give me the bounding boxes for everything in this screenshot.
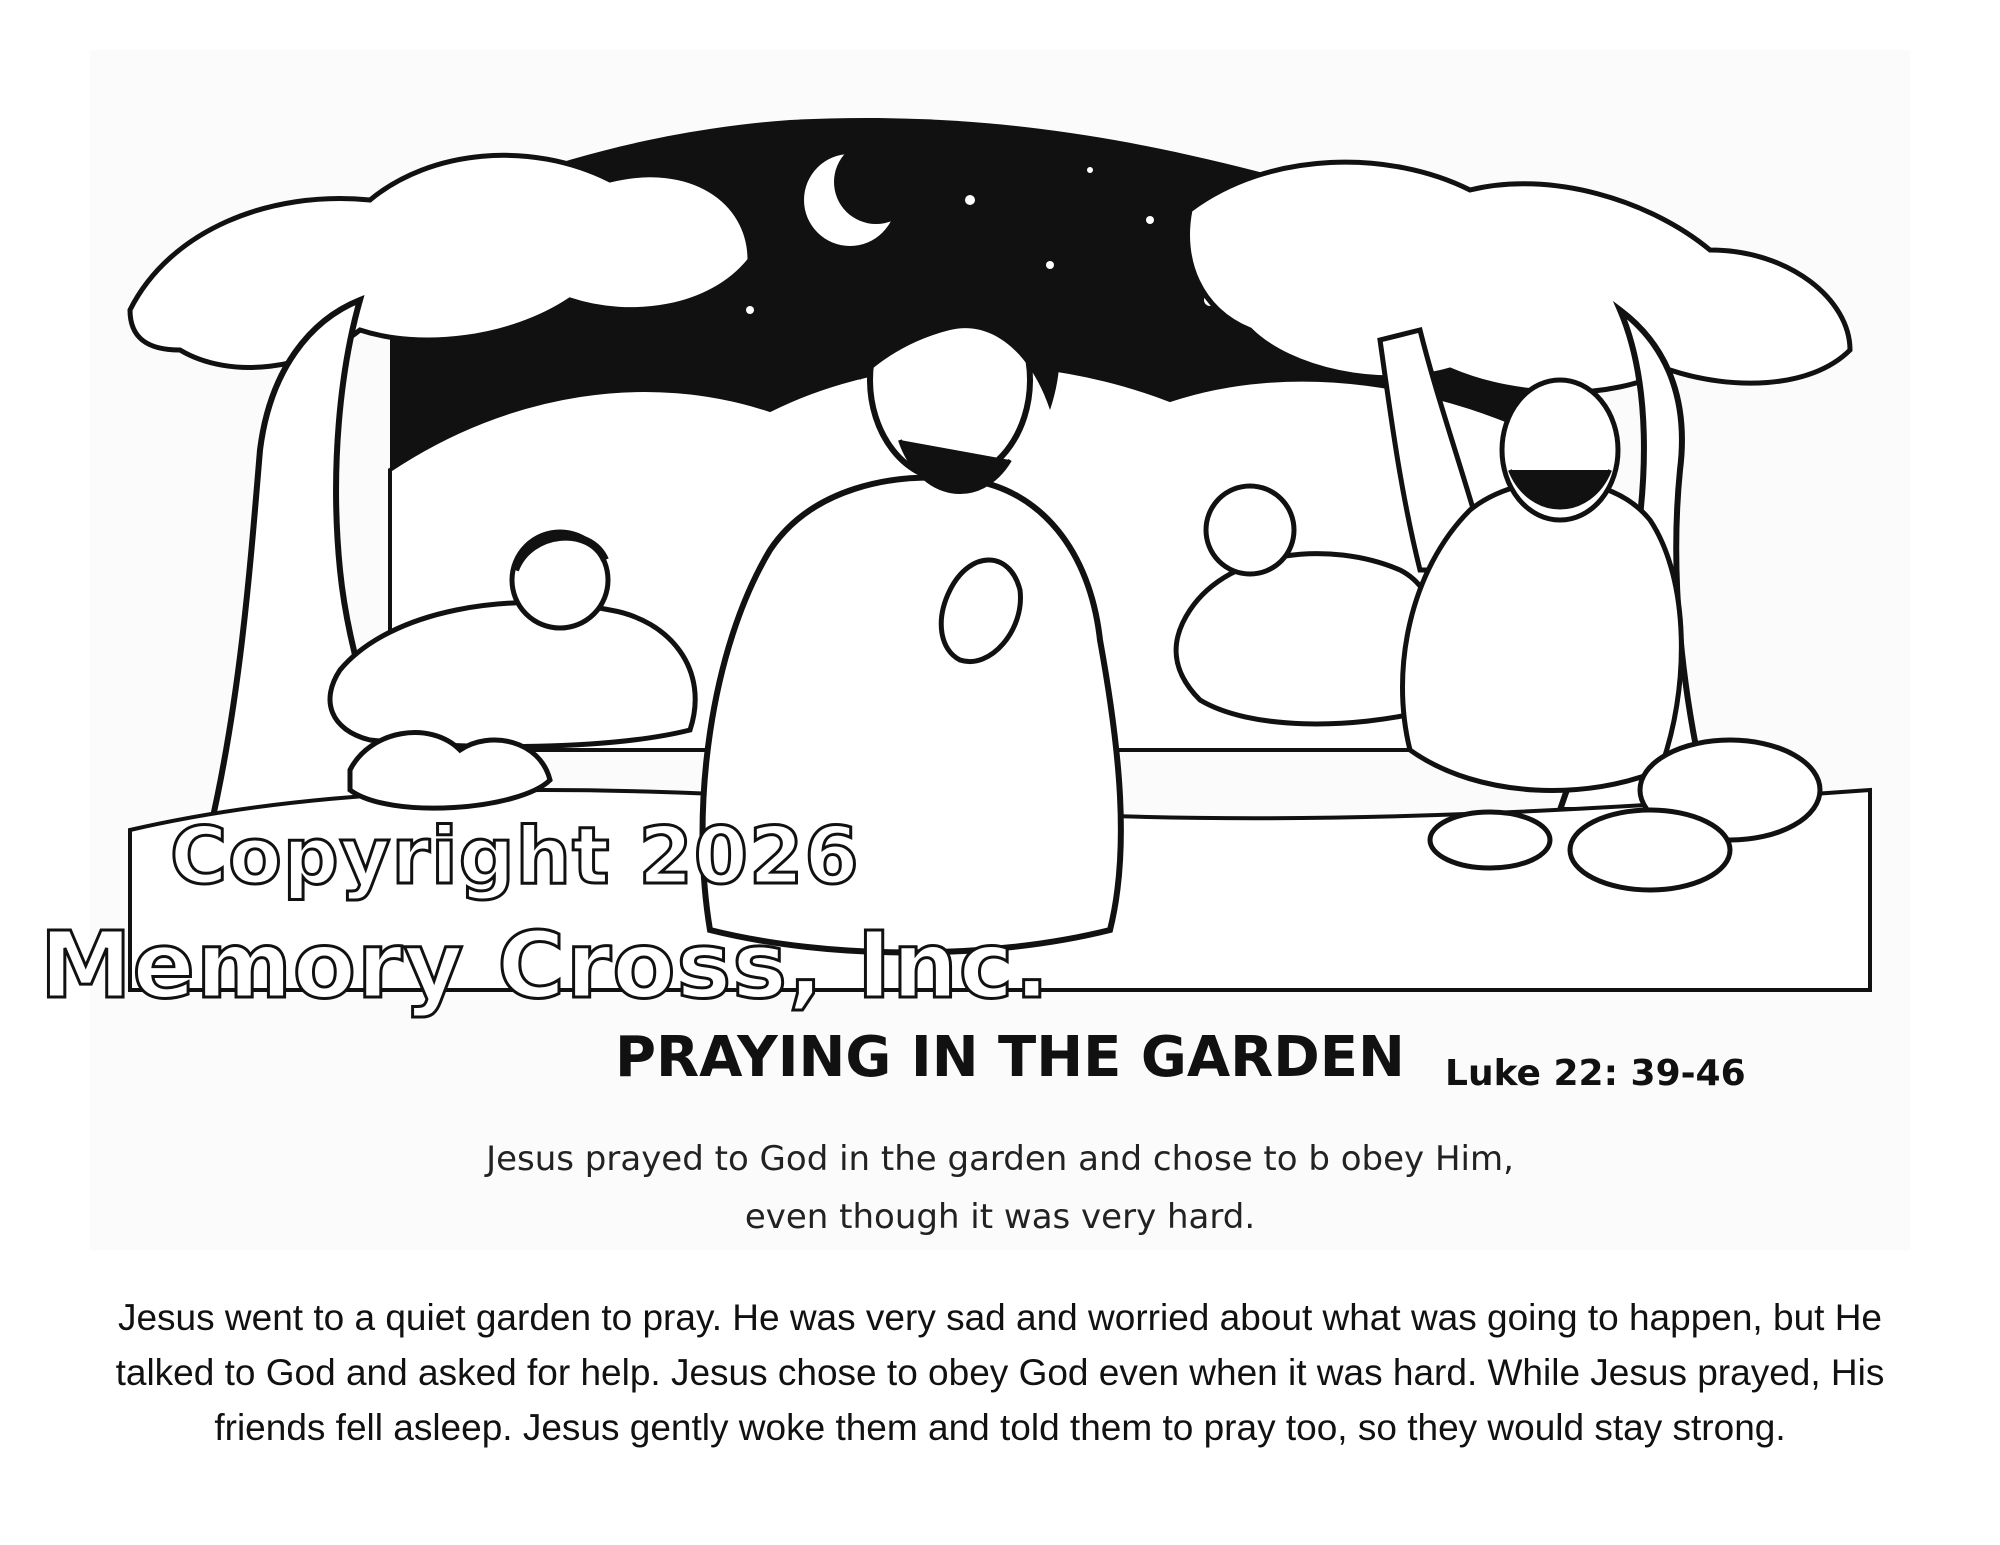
watermark-line-1: Copyright 2026	[170, 812, 860, 902]
title-row	[615, 1025, 1915, 1115]
bush-left	[350, 733, 550, 809]
tree-canopy-right	[1188, 162, 1851, 392]
page-title: PRAYING IN THE GARDEN	[615, 1025, 1405, 1090]
summary-line-1: Jesus prayed to God in the garden and chose to b obey Him,	[486, 1139, 1514, 1179]
summary-text	[300, 1130, 1700, 1246]
watermark-line-2: Memory Cross, Inc.	[40, 912, 1051, 1019]
summary-line-2: even though it was very hard.	[744, 1197, 1256, 1237]
story-paragraph: Jesus went to a quiet garden to pray. He was very sad and worried about what was going to happen, but He talked to God and asked for help. Jesus chose to obey God even when it was hard. While Jesus prayed, His friends fell asleep. Jesus gently woke them and told them to pray too, so they would stay strong.	[115, 1297, 1885, 1448]
scripture-reference: Luke 22: 39-46	[1445, 1053, 1746, 1094]
